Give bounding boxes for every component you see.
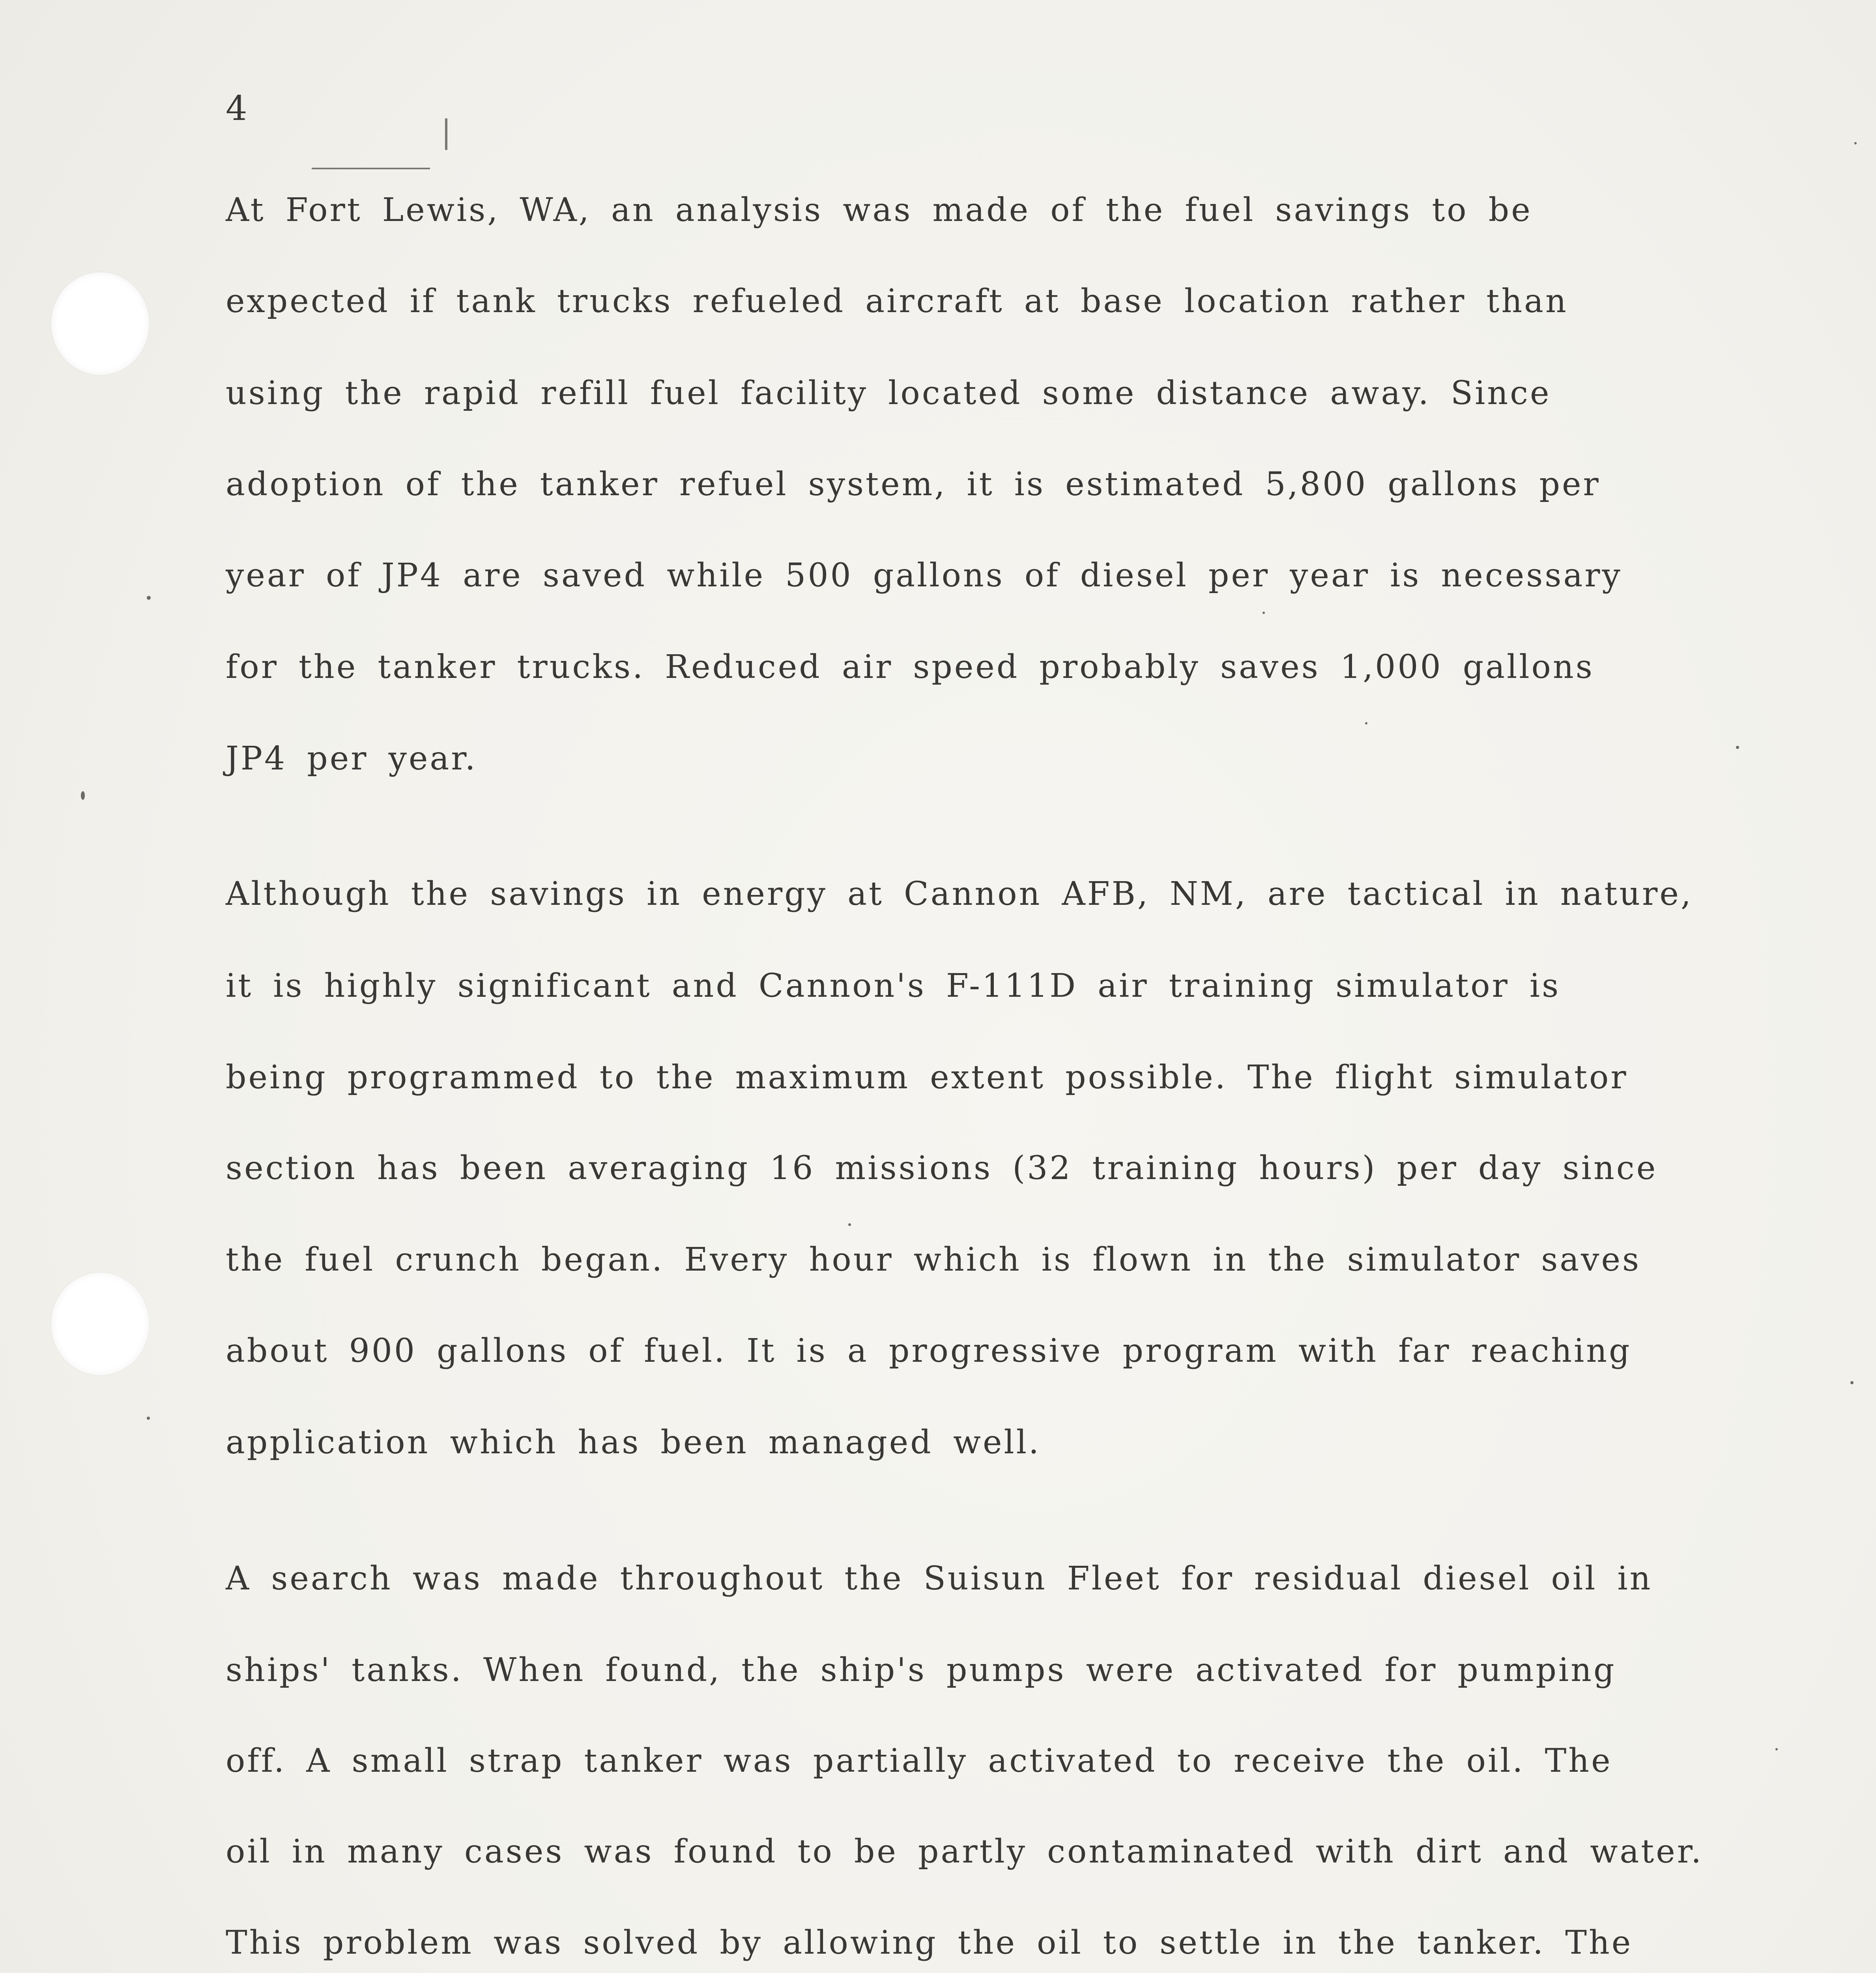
paper-speck	[147, 596, 151, 600]
paragraph-2-line-6: about 900 gallons of fuel. It is a progressive program with far reaching	[226, 1332, 1632, 1370]
paragraph-3-line-5: This problem was solved by allowing the oil to settle in the tanker. The	[226, 1924, 1633, 1962]
paper-speck	[1365, 722, 1367, 724]
paragraph-3-line-1: A search was made throughout the Suisun Fleet for residual diesel oil in	[226, 1560, 1653, 1597]
paragraph-2-line-3: being programmed to the maximum extent possible. The flight simulator	[226, 1059, 1628, 1096]
paper-speck	[1850, 1381, 1854, 1384]
paragraph-3-line-3: off. A small strap tanker was partially activated to receive the oil. The	[226, 1742, 1612, 1780]
paper-speck	[1263, 612, 1265, 614]
paragraph-3-line-4: oil in many cases was found to be partly contaminated with dirt and water.	[226, 1833, 1704, 1870]
paragraph-2-line-2: it is highly significant and Cannon's F-111D air training simulator is	[226, 967, 1561, 1005]
paragraph-1-line-6: for the tanker trucks. Reduced air speed probably saves 1,000 gallons	[226, 648, 1594, 686]
paper-speck	[1854, 142, 1857, 144]
paper-smudge	[312, 168, 430, 169]
paragraph-1-line-7: JP4 per year.	[226, 740, 477, 777]
paper-smudge	[445, 118, 447, 150]
paragraph-1-line-1: At Fort Lewis, WA, an analysis was made of the fuel savings to be	[226, 191, 1532, 229]
paragraph-1-line-2: expected if tank trucks refueled aircraft at base location rather than	[226, 283, 1568, 320]
paragraph-2-line-1: Although the savings in energy at Cannon AFB, NM, are tactical in nature,	[226, 875, 1693, 913]
paper-speck	[1775, 1748, 1778, 1750]
paper-speck	[848, 1223, 851, 1226]
paragraph-3-line-2: ships' tanks. When found, the ship's pumps were activated for pumping	[226, 1651, 1616, 1689]
paragraph-1-line-3: using the rapid refill fuel facility located some distance away. Since	[226, 374, 1551, 412]
paper-speck	[81, 791, 85, 800]
paragraph-1-line-4: adoption of the tanker refuel system, it is estimated 5,800 gallons per	[226, 466, 1601, 503]
paragraph-1-line-5: year of JP4 are saved while 500 gallons of diesel per year is necessary	[226, 557, 1622, 594]
paragraph-2-line-5: the fuel crunch began. Every hour which is flown in the simulator saves	[226, 1241, 1641, 1279]
punch-hole-top	[51, 272, 149, 375]
paragraph-2-line-4: section has been averaging 16 missions (32 training hours) per day since	[226, 1149, 1658, 1187]
paper-speck	[147, 1417, 150, 1420]
page-number: 4	[226, 89, 248, 128]
paragraph-2-line-7: application which has been managed well.	[226, 1424, 1041, 1461]
punch-hole-middle	[51, 1273, 149, 1375]
